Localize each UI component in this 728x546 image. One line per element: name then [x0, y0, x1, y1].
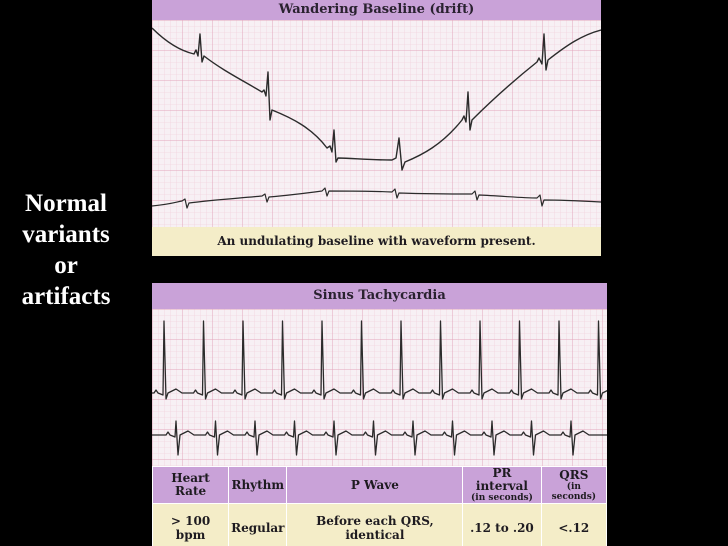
side-label-line-4: artifacts [21, 283, 111, 310]
criteria-table [152, 466, 607, 546]
sinus-tachycardia-title: Sinus Tachycardia [152, 283, 607, 309]
criteria-value-row [153, 504, 607, 546]
header-qrs [541, 467, 606, 504]
header-heart-rate-label: Heart Rate [171, 471, 210, 498]
header-qrs-label: QRS [559, 467, 589, 482]
header-heart-rate [153, 467, 229, 504]
criteria-header-row [153, 467, 607, 504]
header-rhythm [229, 467, 287, 504]
side-label-line-3: or [54, 252, 78, 279]
side-label [6, 188, 126, 312]
side-label-line-2: variants [22, 221, 110, 248]
value-p-wave: Before each QRS, identical [287, 504, 463, 546]
header-pr-interval-label: PR interval [475, 466, 528, 493]
side-label-line-1: Normal [25, 190, 107, 217]
value-heart-rate: > 100 bpm [153, 504, 229, 546]
header-p-wave-label: P Wave [350, 477, 399, 492]
wandering-baseline-panel [152, 0, 601, 256]
wandering-baseline-title: Wandering Baseline (drift) [152, 0, 601, 20]
header-qrs-unit: (in seconds) [551, 481, 597, 502]
value-qrs: <.12 [541, 504, 606, 546]
header-rhythm-label: Rhythm [231, 477, 285, 492]
sinus-tachycardia-panel [152, 283, 607, 546]
value-pr-interval: .12 to .20 [463, 504, 541, 546]
wandering-baseline-strip [152, 20, 601, 227]
header-p-wave [287, 467, 463, 504]
wandering-baseline-caption: An undulating baseline with waveform present. [152, 227, 601, 256]
header-pr-interval [463, 467, 541, 504]
value-rhythm: Regular [229, 504, 287, 546]
header-pr-interval-unit: (in seconds) [471, 493, 533, 503]
sinus-tachycardia-strip [152, 309, 607, 466]
